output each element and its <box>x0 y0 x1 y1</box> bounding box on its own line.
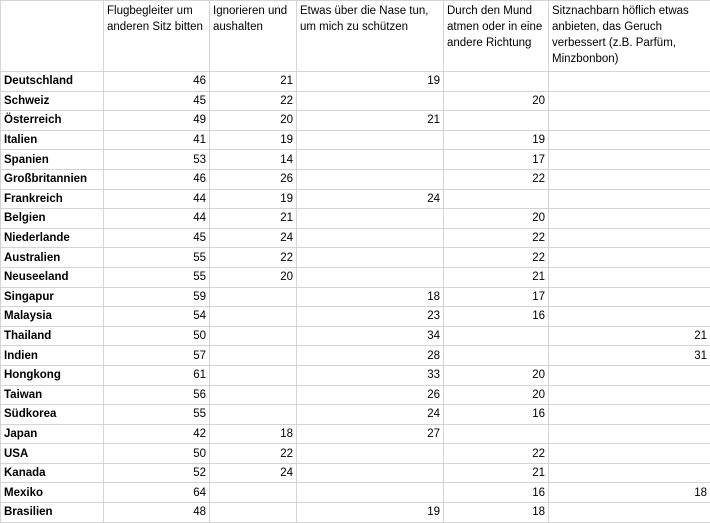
value-cell[interactable] <box>444 326 549 346</box>
value-cell[interactable]: 21 <box>549 326 710 346</box>
value-cell[interactable]: 16 <box>444 405 549 425</box>
value-cell[interactable] <box>549 248 710 268</box>
value-cell[interactable]: 17 <box>444 287 549 307</box>
value-cell[interactable] <box>297 248 444 268</box>
table-row <box>1 248 710 268</box>
header-row <box>1 1 710 72</box>
value-cell[interactable]: 52 <box>104 463 210 483</box>
value-cell[interactable]: 26 <box>297 385 444 405</box>
country-cell[interactable]: Malaysia <box>1 307 104 327</box>
value-cell[interactable] <box>210 483 297 503</box>
value-cell[interactable] <box>297 91 444 111</box>
value-cell[interactable]: 59 <box>104 287 210 307</box>
value-cell[interactable]: 50 <box>104 444 210 464</box>
country-cell[interactable]: USA <box>1 444 104 464</box>
country-cell[interactable]: Mexiko <box>1 483 104 503</box>
value-cell[interactable]: 41 <box>104 130 210 150</box>
value-cell[interactable] <box>297 150 444 170</box>
value-cell[interactable]: 21 <box>297 111 444 131</box>
value-cell[interactable] <box>444 424 549 444</box>
value-cell[interactable]: 50 <box>104 326 210 346</box>
value-cell[interactable] <box>549 169 710 189</box>
table-row <box>1 365 710 385</box>
value-cell[interactable]: 44 <box>104 209 210 229</box>
value-cell[interactable]: 20 <box>444 385 549 405</box>
value-cell[interactable]: 22 <box>444 444 549 464</box>
value-cell[interactable]: 46 <box>104 169 210 189</box>
value-cell[interactable]: 18 <box>210 424 297 444</box>
column-header[interactable]: Durch den Mund atmen oder in eine andere Richtung <box>444 1 549 72</box>
country-cell[interactable]: Deutschland <box>1 72 104 92</box>
value-cell[interactable]: 16 <box>444 483 549 503</box>
value-cell[interactable]: 24 <box>210 228 297 248</box>
country-cell[interactable]: Thailand <box>1 326 104 346</box>
value-cell[interactable] <box>549 385 710 405</box>
value-cell[interactable] <box>297 130 444 150</box>
table-row <box>1 130 710 150</box>
country-cell[interactable]: Spanien <box>1 150 104 170</box>
table-row <box>1 228 710 248</box>
table-row <box>1 424 710 444</box>
table-body <box>1 72 710 523</box>
column-header[interactable]: Flugbegleiter um anderen Sitz bitten <box>104 1 210 72</box>
value-cell[interactable] <box>297 444 444 464</box>
value-cell[interactable]: 18 <box>444 503 549 523</box>
value-cell[interactable]: 44 <box>104 189 210 209</box>
value-cell[interactable]: 57 <box>104 346 210 366</box>
value-cell[interactable]: 20 <box>444 209 549 229</box>
value-cell[interactable]: 55 <box>104 267 210 287</box>
country-cell[interactable]: Japan <box>1 424 104 444</box>
table-row <box>1 267 710 287</box>
value-cell[interactable] <box>549 463 710 483</box>
country-cell[interactable]: Brasilien <box>1 503 104 523</box>
value-cell[interactable] <box>549 209 710 229</box>
value-cell[interactable] <box>549 503 710 523</box>
table-row <box>1 405 710 425</box>
country-cell[interactable]: Indien <box>1 346 104 366</box>
value-cell[interactable]: 64 <box>104 483 210 503</box>
value-cell[interactable] <box>444 346 549 366</box>
value-cell[interactable] <box>297 209 444 229</box>
value-cell[interactable] <box>549 111 710 131</box>
column-header[interactable]: Sitznachbarn höflich etwas anbieten, das Geruch verbessert (z.B. Parfüm, Minzbonbon) <box>549 1 710 72</box>
value-cell[interactable]: 21 <box>210 209 297 229</box>
country-cell[interactable]: Kanada <box>1 463 104 483</box>
value-cell[interactable] <box>549 405 710 425</box>
value-cell[interactable]: 24 <box>210 463 297 483</box>
column-header[interactable]: Etwas über die Nase tun, um mich zu schützen <box>297 1 444 72</box>
value-cell[interactable]: 45 <box>104 228 210 248</box>
country-cell[interactable]: Südkorea <box>1 405 104 425</box>
header-corner-cell[interactable] <box>1 1 104 72</box>
value-cell[interactable] <box>210 503 297 523</box>
country-cell[interactable]: Neuseeland <box>1 267 104 287</box>
value-cell[interactable]: 21 <box>444 463 549 483</box>
value-cell[interactable]: 19 <box>444 130 549 150</box>
table-row <box>1 189 710 209</box>
value-cell[interactable]: 54 <box>104 307 210 327</box>
value-cell[interactable]: 31 <box>549 346 710 366</box>
table-row <box>1 326 710 346</box>
value-cell[interactable] <box>549 424 710 444</box>
value-cell[interactable]: 45 <box>104 91 210 111</box>
value-cell[interactable]: 22 <box>210 444 297 464</box>
value-cell[interactable]: 55 <box>104 405 210 425</box>
table-row <box>1 463 710 483</box>
value-cell[interactable]: 14 <box>210 150 297 170</box>
table-row <box>1 385 710 405</box>
value-cell[interactable] <box>210 385 297 405</box>
value-cell[interactable]: 48 <box>104 503 210 523</box>
table-row <box>1 209 710 229</box>
value-cell[interactable]: 20 <box>210 111 297 131</box>
table-row <box>1 346 710 366</box>
value-cell[interactable]: 24 <box>297 405 444 425</box>
value-cell[interactable]: 27 <box>297 424 444 444</box>
value-cell[interactable]: 18 <box>549 483 710 503</box>
country-cell[interactable]: Italien <box>1 130 104 150</box>
value-cell[interactable] <box>297 228 444 248</box>
value-cell[interactable]: 26 <box>210 169 297 189</box>
value-cell[interactable] <box>210 307 297 327</box>
value-cell[interactable]: 19 <box>210 189 297 209</box>
value-cell[interactable] <box>297 267 444 287</box>
column-header[interactable]: Ignorieren und aushalten <box>210 1 297 72</box>
country-cell[interactable]: Niederlande <box>1 228 104 248</box>
table-row <box>1 91 710 111</box>
value-cell[interactable] <box>549 444 710 464</box>
value-cell[interactable]: 22 <box>444 248 549 268</box>
country-cell[interactable]: Singapur <box>1 287 104 307</box>
value-cell[interactable] <box>549 267 710 287</box>
table-row <box>1 503 710 523</box>
value-cell[interactable]: 42 <box>104 424 210 444</box>
value-cell[interactable] <box>549 91 710 111</box>
value-cell[interactable]: 23 <box>297 307 444 327</box>
table-row <box>1 483 710 503</box>
value-cell[interactable]: 61 <box>104 365 210 385</box>
value-cell[interactable]: 20 <box>444 91 549 111</box>
value-cell[interactable]: 20 <box>444 365 549 385</box>
value-cell[interactable] <box>549 365 710 385</box>
value-cell[interactable]: 22 <box>444 169 549 189</box>
value-cell[interactable] <box>444 72 549 92</box>
value-cell[interactable] <box>210 326 297 346</box>
country-cell[interactable]: Belgien <box>1 209 104 229</box>
value-cell[interactable] <box>549 72 710 92</box>
value-cell[interactable] <box>549 228 710 248</box>
value-cell[interactable] <box>549 307 710 327</box>
value-cell[interactable]: 22 <box>444 228 549 248</box>
value-cell[interactable] <box>444 189 549 209</box>
value-cell[interactable]: 22 <box>210 248 297 268</box>
country-cell[interactable]: Australien <box>1 248 104 268</box>
country-cell[interactable]: Frankreich <box>1 189 104 209</box>
value-cell[interactable] <box>549 150 710 170</box>
value-cell[interactable] <box>210 405 297 425</box>
value-cell[interactable]: 17 <box>444 150 549 170</box>
value-cell[interactable]: 19 <box>210 130 297 150</box>
value-cell[interactable]: 53 <box>104 150 210 170</box>
value-cell[interactable]: 19 <box>297 72 444 92</box>
country-cell[interactable]: Hongkong <box>1 365 104 385</box>
value-cell[interactable]: 21 <box>210 72 297 92</box>
table-row <box>1 287 710 307</box>
value-cell[interactable]: 24 <box>297 189 444 209</box>
value-cell[interactable] <box>210 365 297 385</box>
table-row <box>1 72 710 92</box>
value-cell[interactable]: 21 <box>444 267 549 287</box>
value-cell[interactable]: 55 <box>104 248 210 268</box>
country-cell[interactable]: Großbritannien <box>1 169 104 189</box>
table-row <box>1 444 710 464</box>
value-cell[interactable]: 46 <box>104 72 210 92</box>
value-cell[interactable]: 33 <box>297 365 444 385</box>
table-row <box>1 111 710 131</box>
value-cell[interactable]: 49 <box>104 111 210 131</box>
value-cell[interactable]: 18 <box>297 287 444 307</box>
value-cell[interactable]: 19 <box>297 503 444 523</box>
value-cell[interactable] <box>297 483 444 503</box>
value-cell[interactable] <box>297 169 444 189</box>
value-cell[interactable] <box>210 346 297 366</box>
value-cell[interactable] <box>549 130 710 150</box>
value-cell[interactable]: 22 <box>210 91 297 111</box>
country-cell[interactable]: Taiwan <box>1 385 104 405</box>
value-cell[interactable] <box>549 189 710 209</box>
country-cell[interactable]: Österreich <box>1 111 104 131</box>
value-cell[interactable] <box>444 111 549 131</box>
value-cell[interactable]: 20 <box>210 267 297 287</box>
table-row <box>1 169 710 189</box>
table-row <box>1 150 710 170</box>
value-cell[interactable] <box>297 463 444 483</box>
value-cell[interactable]: 28 <box>297 346 444 366</box>
value-cell[interactable]: 16 <box>444 307 549 327</box>
table-row <box>1 307 710 327</box>
value-cell[interactable]: 34 <box>297 326 444 346</box>
value-cell[interactable] <box>210 287 297 307</box>
value-cell[interactable]: 56 <box>104 385 210 405</box>
value-cell[interactable] <box>549 287 710 307</box>
country-cell[interactable]: Schweiz <box>1 91 104 111</box>
